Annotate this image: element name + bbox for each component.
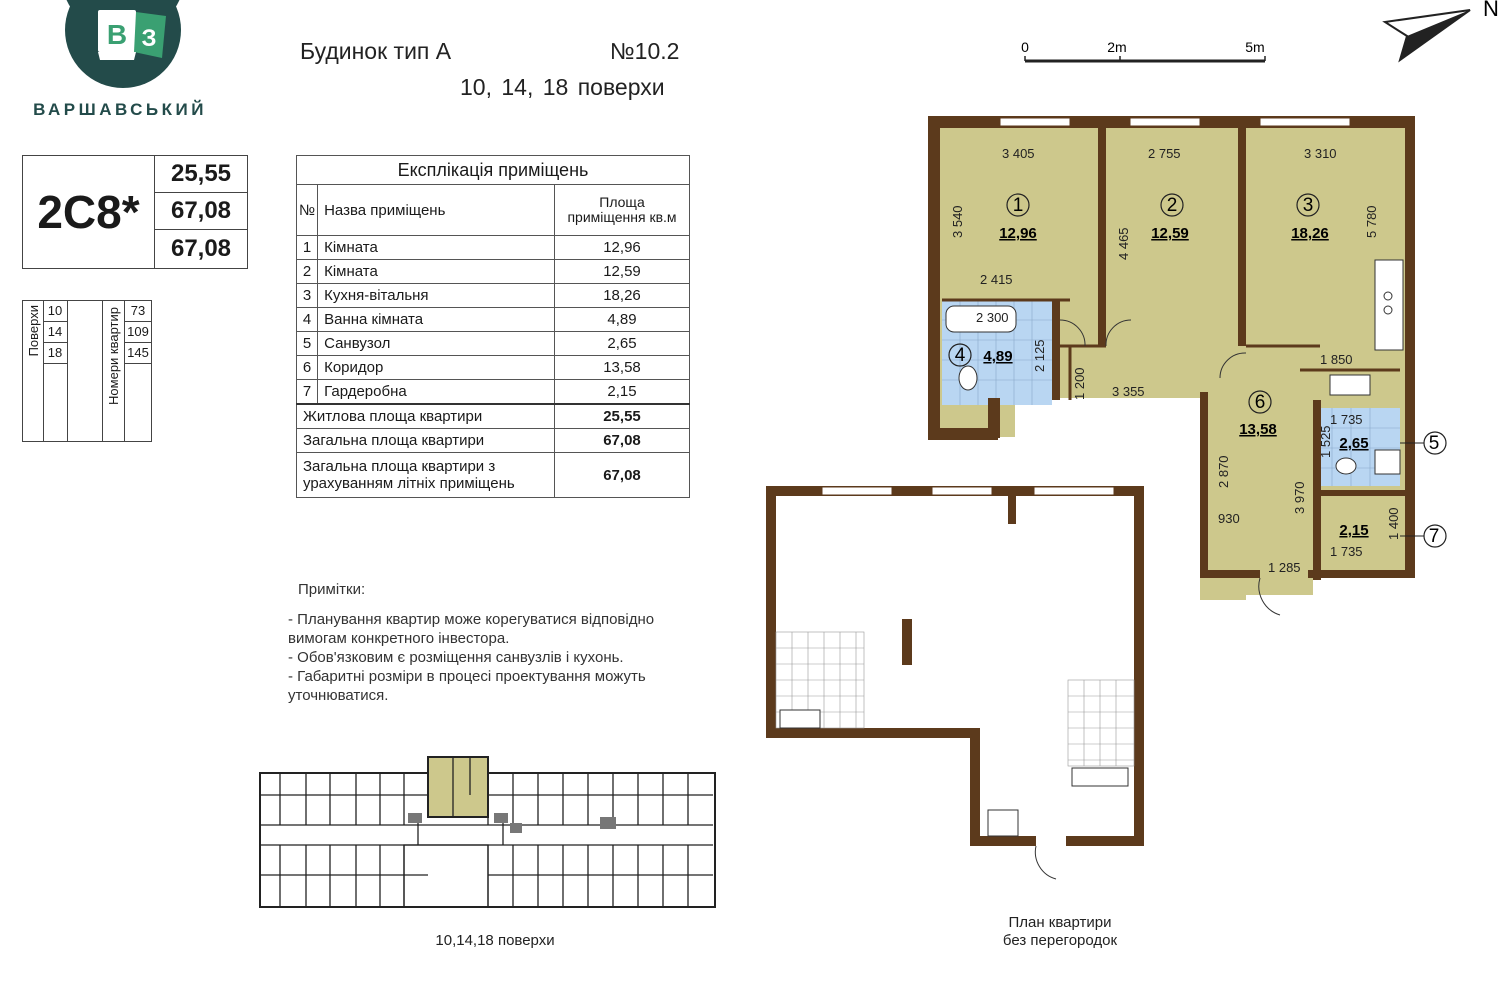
apartment-numbers-label: Номери квартир (106, 307, 121, 405)
apartment-code-box (22, 155, 248, 269)
scale-label: 2m (1107, 39, 1127, 55)
dimension-label: 1 735 (1330, 544, 1363, 559)
row-number: 5 (297, 332, 318, 356)
dimension-label: 2 415 (980, 272, 1013, 287)
floors-table (22, 300, 152, 442)
apartment-code: 2С8* (23, 156, 155, 268)
building-floor-plan (258, 755, 718, 915)
table-row (297, 380, 690, 405)
logo-letter-2: З (141, 25, 157, 52)
column-header-name: Назва приміщень (318, 185, 555, 236)
room-number: 3 (1302, 195, 1314, 216)
table-row (297, 284, 690, 308)
scale-bar (1015, 38, 1275, 70)
dimension-label: 2 755 (1148, 146, 1181, 161)
apartment-number: №10.2 (610, 38, 680, 64)
note-item: - Планування квартир може корегуватися відповідно вимогам конкретного інвестора. (288, 611, 655, 647)
row-number: 4 (297, 308, 318, 332)
scale-label: 0 (1021, 39, 1029, 55)
room-area: 2,15 (1339, 522, 1369, 539)
row-area: 13,58 (555, 356, 690, 380)
total-value: 67,08 (555, 429, 690, 453)
dimension-label: 930 (1218, 511, 1240, 526)
table-row (297, 356, 690, 380)
room-number: 6 (1254, 392, 1266, 413)
total-area-summer-value: 67,08 (170, 234, 232, 262)
row-name: Санвузол (318, 332, 555, 356)
row-number: 3 (297, 284, 318, 308)
row-area: 2,15 (555, 380, 690, 405)
total-label: Житлова площа квартири (297, 404, 555, 429)
north-label: N (1483, 0, 1499, 21)
table-row (297, 332, 690, 356)
room-area: 13,58 (1239, 421, 1277, 438)
explication-table (296, 155, 690, 498)
row-name: Кухня-вітальня (318, 284, 555, 308)
row-number: 2 (297, 260, 318, 284)
room-area: 4,89 (983, 348, 1013, 365)
dimension-label: 3 310 (1304, 146, 1337, 161)
table-row (297, 308, 690, 332)
row-name: Ванна кімната (318, 308, 555, 332)
row-area: 12,96 (555, 236, 690, 260)
total-value: 25,55 (555, 404, 690, 429)
floors-label: Поверхи (25, 305, 41, 357)
scale-label: 5m (1245, 39, 1265, 55)
apartment-number-cell: 73 (125, 301, 151, 322)
total-area-value: 67,08 (155, 193, 247, 230)
dimension-label: 1 735 (1330, 412, 1363, 427)
dimension-label: 1 400 (1386, 507, 1401, 540)
total-value: 67,08 (555, 453, 690, 498)
row-name: Гардеробна (318, 380, 555, 405)
table-row (297, 236, 690, 260)
room-area: 12,59 (1151, 225, 1189, 242)
notes-title: Примітки: (298, 581, 366, 598)
total-row (297, 429, 690, 453)
living-area-value: 25,55 (155, 156, 247, 193)
room-area: 18,26 (1291, 225, 1329, 242)
open-plan-caption (940, 914, 1180, 950)
north-arrow-icon (1375, 0, 1500, 70)
room-number: 7 (1428, 526, 1440, 547)
open-plan-caption-line: без перегородок (1002, 932, 1118, 949)
row-name: Коридор (318, 356, 555, 380)
row-number: 1 (297, 236, 318, 260)
floors-heading: 10, 14, 18 поверхи (460, 74, 665, 100)
explication-title: Експлікація приміщень (297, 156, 690, 185)
total-label: Загальна площа квартири (297, 429, 555, 453)
row-area: 4,89 (555, 308, 690, 332)
dimension-label: 4 465 (1116, 227, 1131, 260)
row-area: 2,65 (555, 332, 690, 356)
column-header-number: № (297, 185, 318, 236)
apartment-number-cell: 145 (125, 343, 151, 364)
house-type: Будинок тип А (300, 38, 452, 64)
floor-cell: 10 (43, 301, 67, 322)
dimension-label: 1 285 (1268, 560, 1301, 575)
note-item: - Обов'язковим є розміщення санвузлів і кухонь. (288, 649, 624, 666)
dimension-label: 1 850 (1320, 352, 1353, 367)
total-row (297, 453, 690, 498)
open-plan (762, 484, 1152, 884)
row-name: Кімната (318, 236, 555, 260)
notes-list (288, 610, 708, 705)
column-header-area: Площа приміщення кв.м (555, 185, 690, 236)
dimension-label: 3 540 (950, 205, 965, 238)
room-area: 12,96 (999, 225, 1037, 242)
row-area: 18,26 (555, 284, 690, 308)
floor-cell: 18 (43, 343, 67, 364)
room-number: 1 (1012, 195, 1024, 216)
row-name: Кімната (318, 260, 555, 284)
dimension-label: 5 780 (1364, 205, 1379, 238)
room-number: 5 (1428, 433, 1440, 454)
dimension-label: 2 125 (1032, 339, 1047, 372)
room-number: 4 (954, 345, 966, 366)
note-item: - Габаритні розміри в процесі проектування можуть уточнюватися. (288, 668, 646, 704)
floor-cell: 14 (43, 322, 67, 343)
total-row (297, 404, 690, 429)
room-number: 2 (1166, 195, 1178, 216)
row-area: 12,59 (555, 260, 690, 284)
dimension-label: 3 355 (1112, 384, 1145, 399)
dimension-label: 3 970 (1292, 481, 1307, 514)
logo (58, 0, 188, 92)
row-number: 6 (297, 356, 318, 380)
dimension-label: 2 870 (1216, 455, 1231, 488)
logo-name: ВАРШАВСЬКИЙ (33, 100, 207, 119)
table-row (297, 260, 690, 284)
dimension-label: 3 405 (1002, 146, 1035, 161)
dimension-label: 2 300 (976, 310, 1009, 325)
floor-plan-caption: 10,14,18 поверхи (435, 932, 555, 949)
room-area: 2,65 (1339, 435, 1369, 452)
row-number: 7 (297, 380, 318, 405)
dimension-label: 1 200 (1072, 367, 1087, 400)
open-plan-caption-line: План квартири (1008, 914, 1112, 931)
logo-letter-1: В (106, 19, 128, 50)
total-label: Загальна площа квартири з урахуванням літніх приміщень (297, 453, 555, 498)
apartment-number-cell: 109 (125, 322, 151, 343)
dimension-label: 1 525 (1318, 425, 1333, 458)
